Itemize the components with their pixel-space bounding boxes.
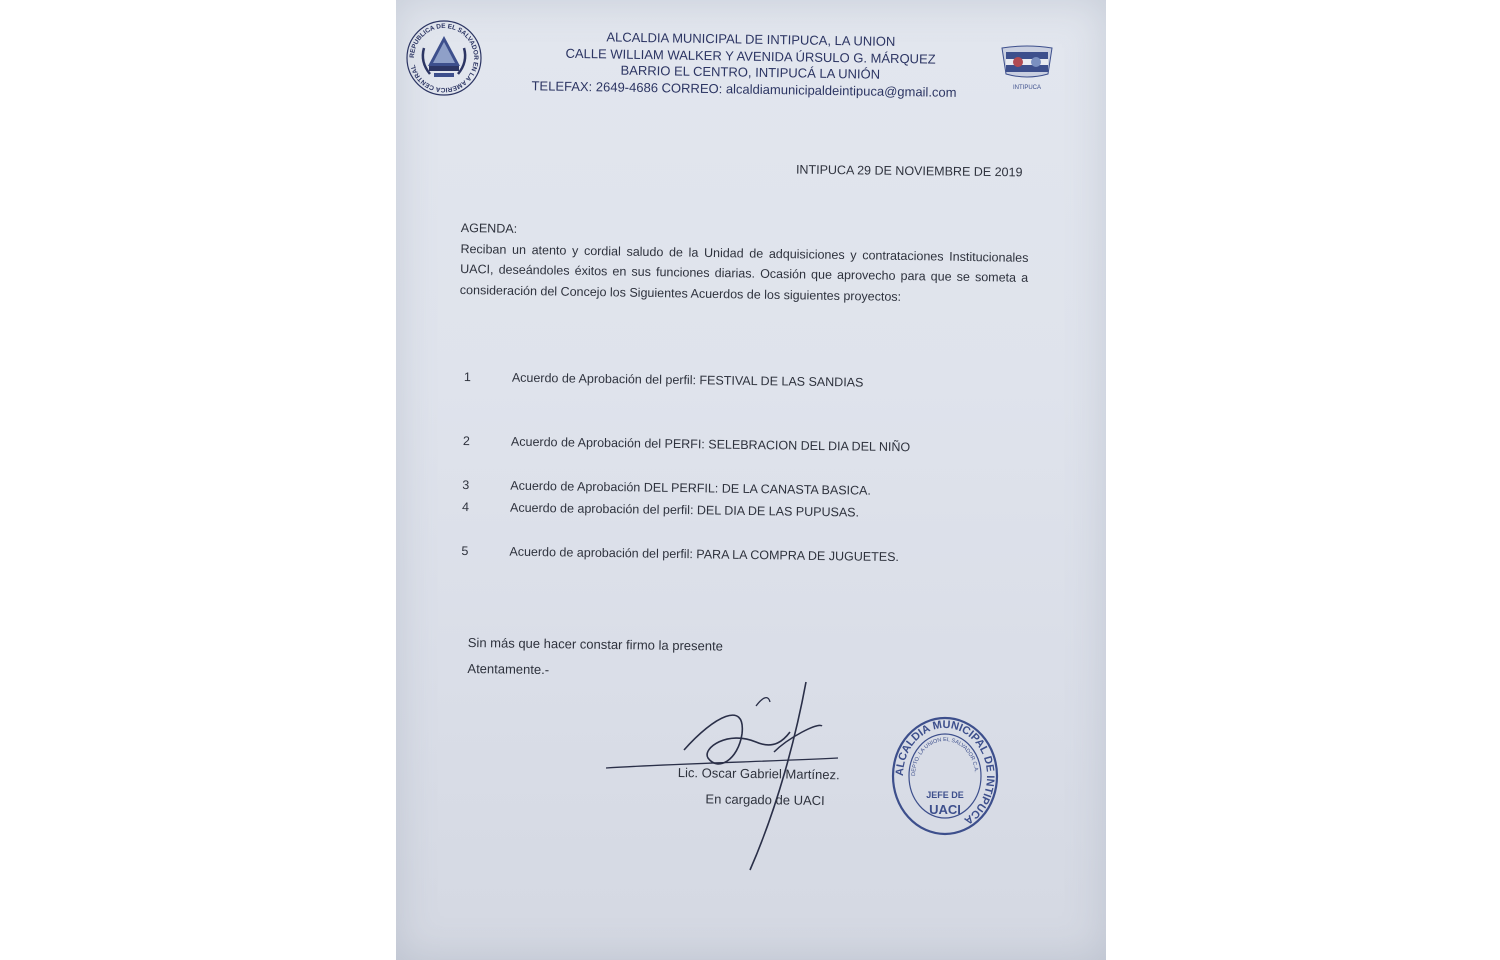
stamp-center-line1: JEFE DE [926,790,964,800]
agenda-heading: AGENDA: [460,220,518,236]
closing-salutation: Atentamente.- [467,660,550,678]
letter-body [460,218,1029,309]
agenda-item [462,478,871,498]
coat-of-arms-seal [404,18,484,98]
agenda-item [461,544,899,564]
signer-name: Lic. Oscar Gabriel Martínez. [677,764,840,783]
agenda-item-number: 1 [463,369,471,385]
municipal-emblem [996,44,1058,94]
emblem-caption: INTIPUCA [1012,85,1042,91]
letter-page [396,0,1106,960]
letterhead-contact: TELEFAX: 2649-4686 CORREO: alcaldiamunicipaldeintipuca@gmail.com [531,77,957,100]
closing-line: Sin más que hacer constar firmo la presente [467,634,723,654]
agenda-item-number: 2 [462,433,471,449]
official-stamp [890,716,1000,836]
letterhead-institution: ALCALDIA MUNICIPAL DE INTIPUCA, LA UNION [606,29,896,49]
stamp-ring-text: ALCALDIA MUNICIPAL DE INTIPUCA [893,718,997,827]
agenda-item-text: Acuerdo de Aprobación del perfil: FESTIVAL DE LAS SANDIAS [511,370,864,390]
svg-text:DEPTO. LA UNION EL SALVADOR C. [911,737,979,776]
signer-block [677,760,840,814]
document-date: INTIPUCA 29 DE NOVIEMBRE DE 2019 [795,162,1023,180]
agenda-item-number: 3 [462,477,470,493]
stamp-center-line2: UACI [929,802,961,817]
intro-paragraph: Reciban un atento y cordial saludo de la Unidad de adquisiciones y contrataciones Institucionales UACI, deseándoles éxitos en sus funciones diarias. Ocasión que aprovecho para que se someta a consideración del Concejo los Siguientes Acuerdos de los siguientes proyectos: [459,241,1029,304]
agenda-item [462,500,859,520]
seal-left-ring-text: REPUBLICA DE EL SALVADOR EN LA AMERICA CENTRAL [408,22,480,94]
agenda-item-number: 5 [461,543,469,559]
agenda-item-text: Acuerdo de Aprobación del PERFI: SELEBRACION DEL DIA DEL NIÑO [510,434,911,455]
letterhead [515,28,986,101]
agenda-item-text: Acuerdo de aprobación del perfil: PARA LA COMPRA DE JUGUETES. [509,544,900,565]
stamp-inner-text: DEPTO. LA UNION EL SALVADOR C.A. [910,736,979,777]
agenda-item [463,434,910,454]
agenda-item [464,370,864,390]
letterhead-neighborhood: BARRIO EL CENTRO, INTIPUCÁ LA UNIÓN [620,62,881,82]
letterhead-street: CALLE WILLIAM WALKER Y AVENIDA ÚRSULO G. MÁRQUEZ [565,45,936,67]
signer-role: En cargado de UACI [705,791,825,809]
agenda-item-text: Acuerdo de aprobación del perfil: DEL DIA DE LAS PUPUSAS. [509,500,860,520]
agenda-items [461,368,1024,565]
agenda-item-text: Acuerdo de Aprobación DEL PERFIL: DE LA CANASTA BASICA. [510,478,872,498]
agenda-item-number: 4 [461,499,470,515]
